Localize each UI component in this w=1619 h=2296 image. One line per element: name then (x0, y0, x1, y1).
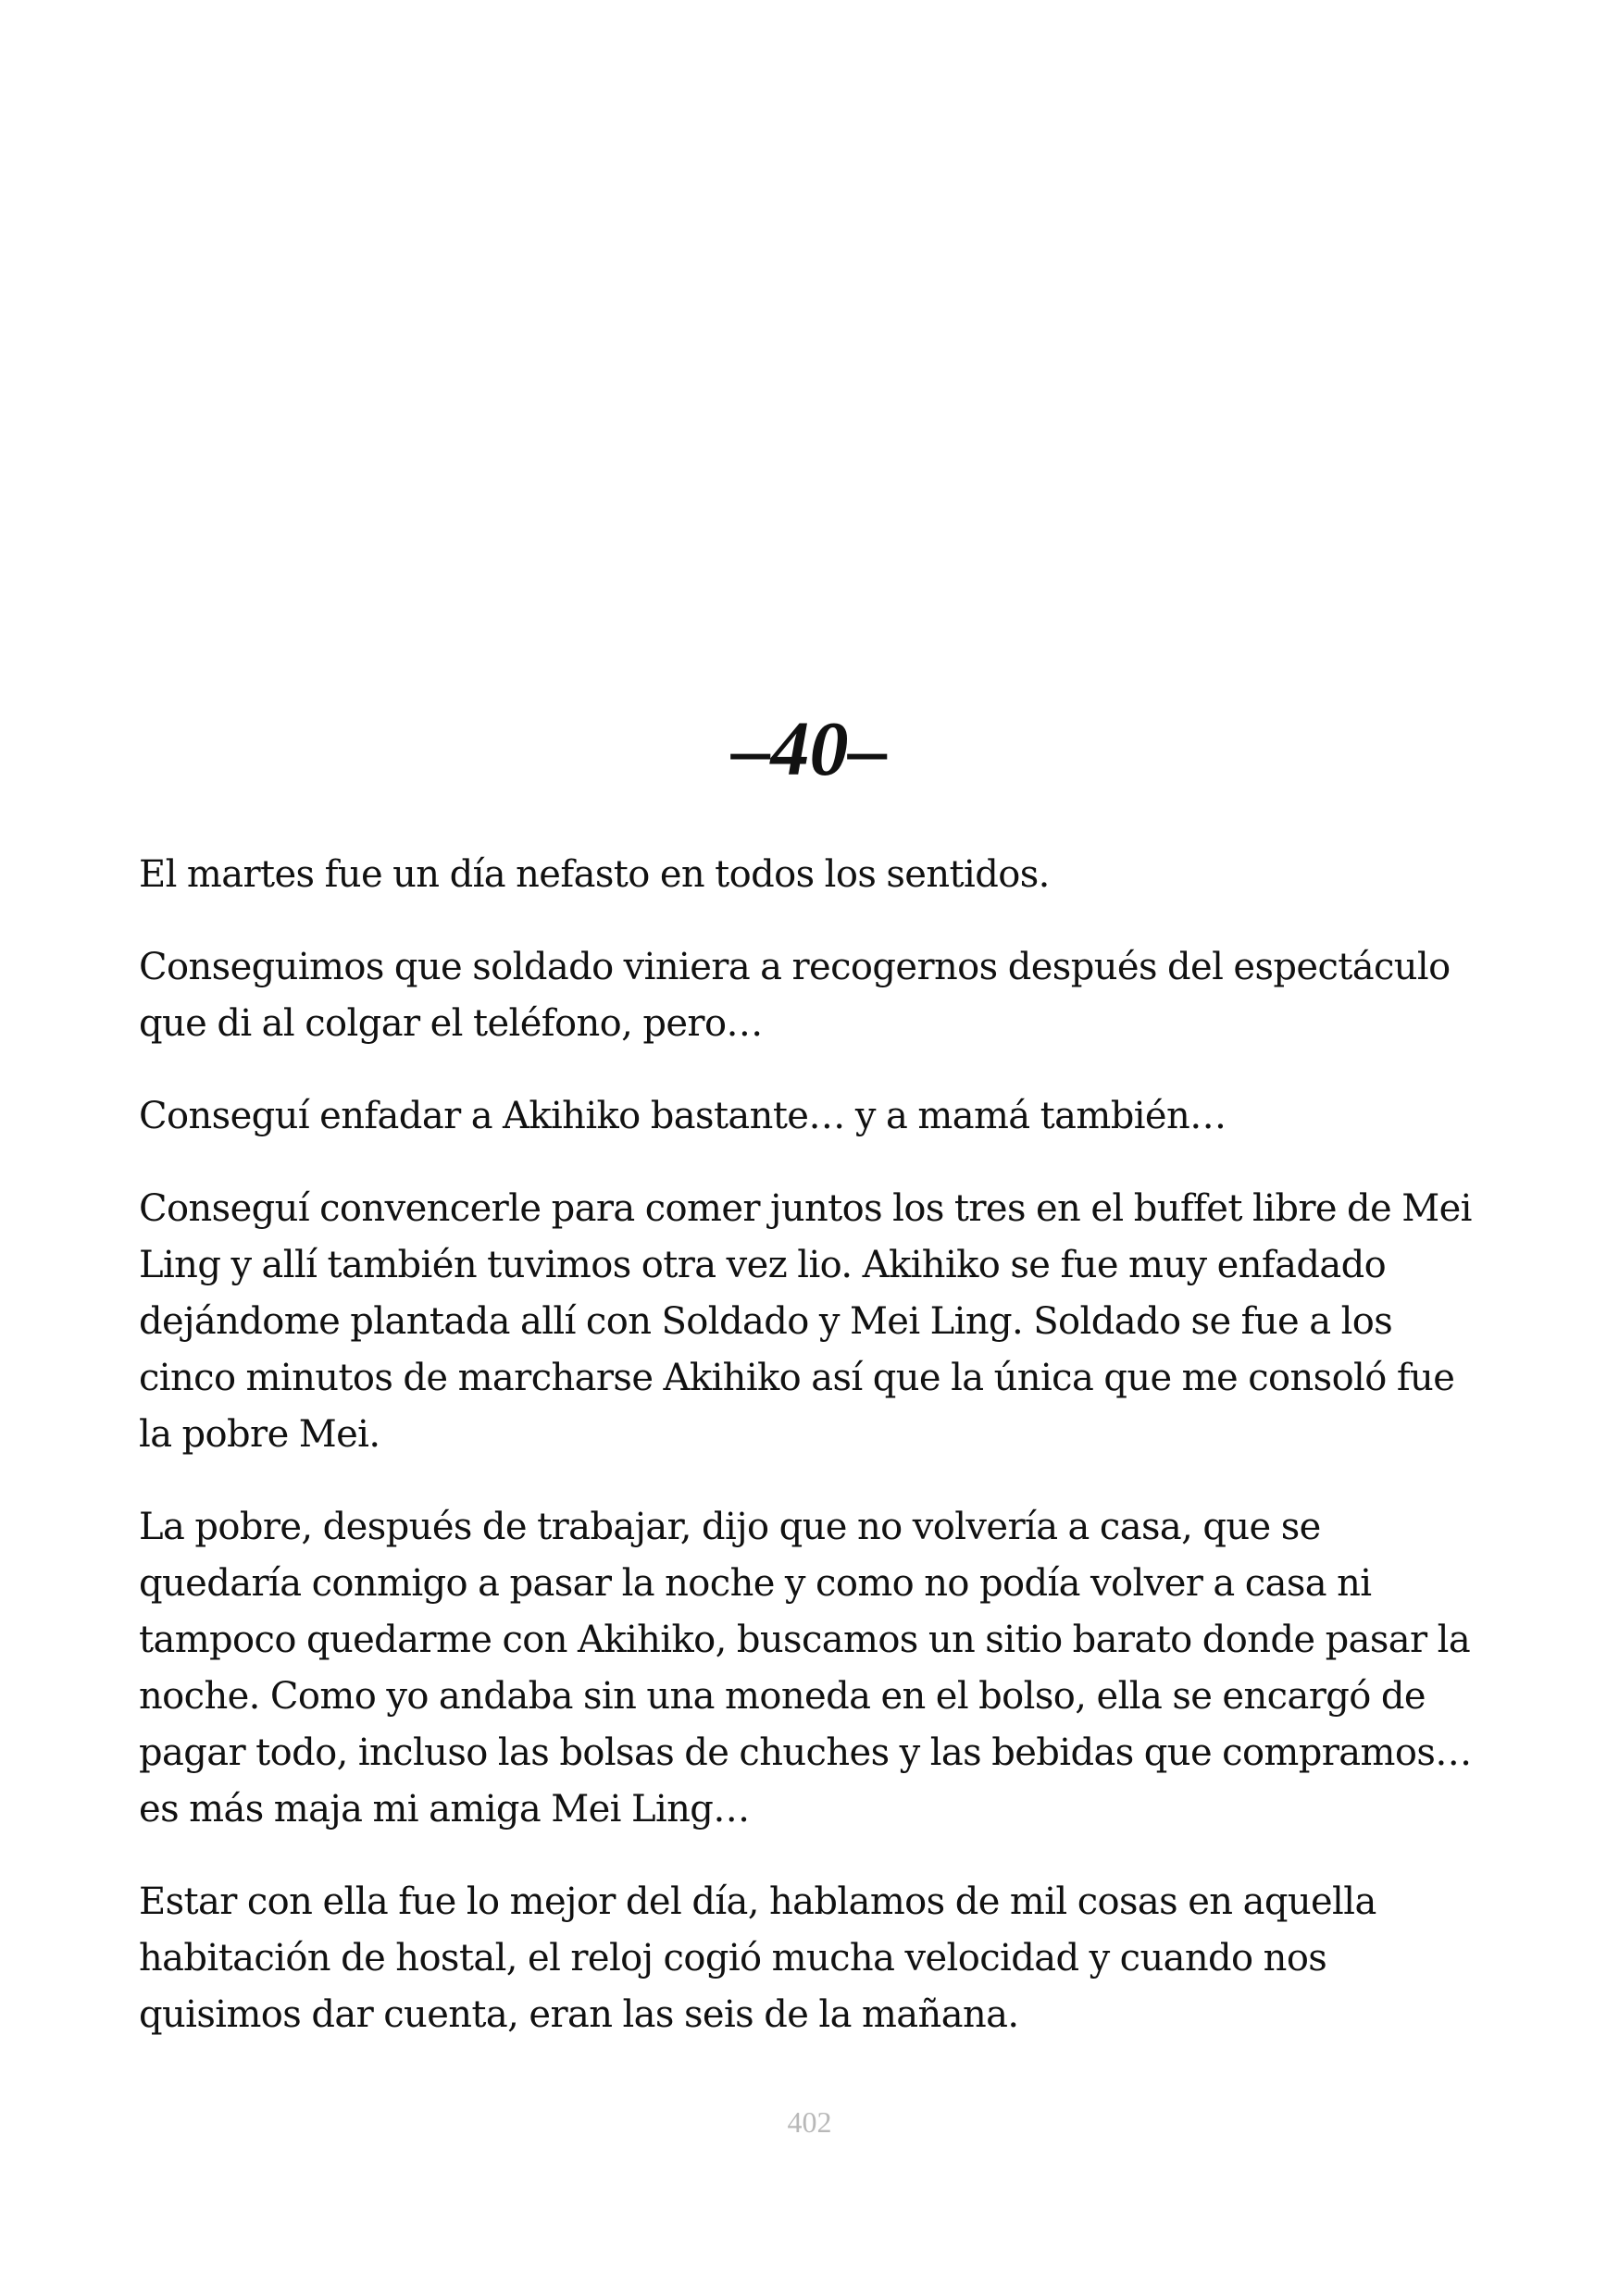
paragraph-1: El martes fue un día nefasto en todos los sentidos. (139, 853, 1050, 896)
paragraph-5: La pobre, después de trabajar, dijo que no volvería a casa, que se quedaría conmigo a pasar la noche y como no podía volver a casa ni tampoco quedarme con Akihiko, buscamos un sitio barato donde pasar la noche. Como yo andaba sin una moneda en el bolso, ella se encargó de pagar todo, incluso las bolsas de chuches y las bebidas que compramos… es más maja mi amiga Mei Ling… (139, 1506, 1472, 1831)
paragraph-2: Conseguimos que soldado viniera a recogernos después del espectáculo que di al colgar el teléfono, pero… (139, 946, 1451, 1045)
paragraph-4: Conseguí convencerle para comer juntos los tres en el buffet libre de Mei Ling y allí también tuvimos otra vez lio. Akihiko se fue muy enfadado dejándome plantada allí con Soldado y Mei Ling. Soldado se fue a los cinco minutos de marcharse Akihiko así que la única que me consoló fue la pobre Mei. (139, 1187, 1472, 1456)
chapter-heading: –40– (731, 706, 888, 792)
chapter-body (139, 847, 1490, 2079)
paragraph-6: Estar con ella fue lo mejor del día, hablamos de mil cosas en aquella habitación de hostal, el reloj cogió mucha velocidad y cuando nos quisimos dar cuenta, eran las seis de la mañana. (139, 1880, 1376, 2036)
page-number: 402 (787, 2105, 832, 2139)
paragraph-3: Conseguí enfadar a Akihiko bastante… y a mamá también… (139, 1095, 1227, 1137)
